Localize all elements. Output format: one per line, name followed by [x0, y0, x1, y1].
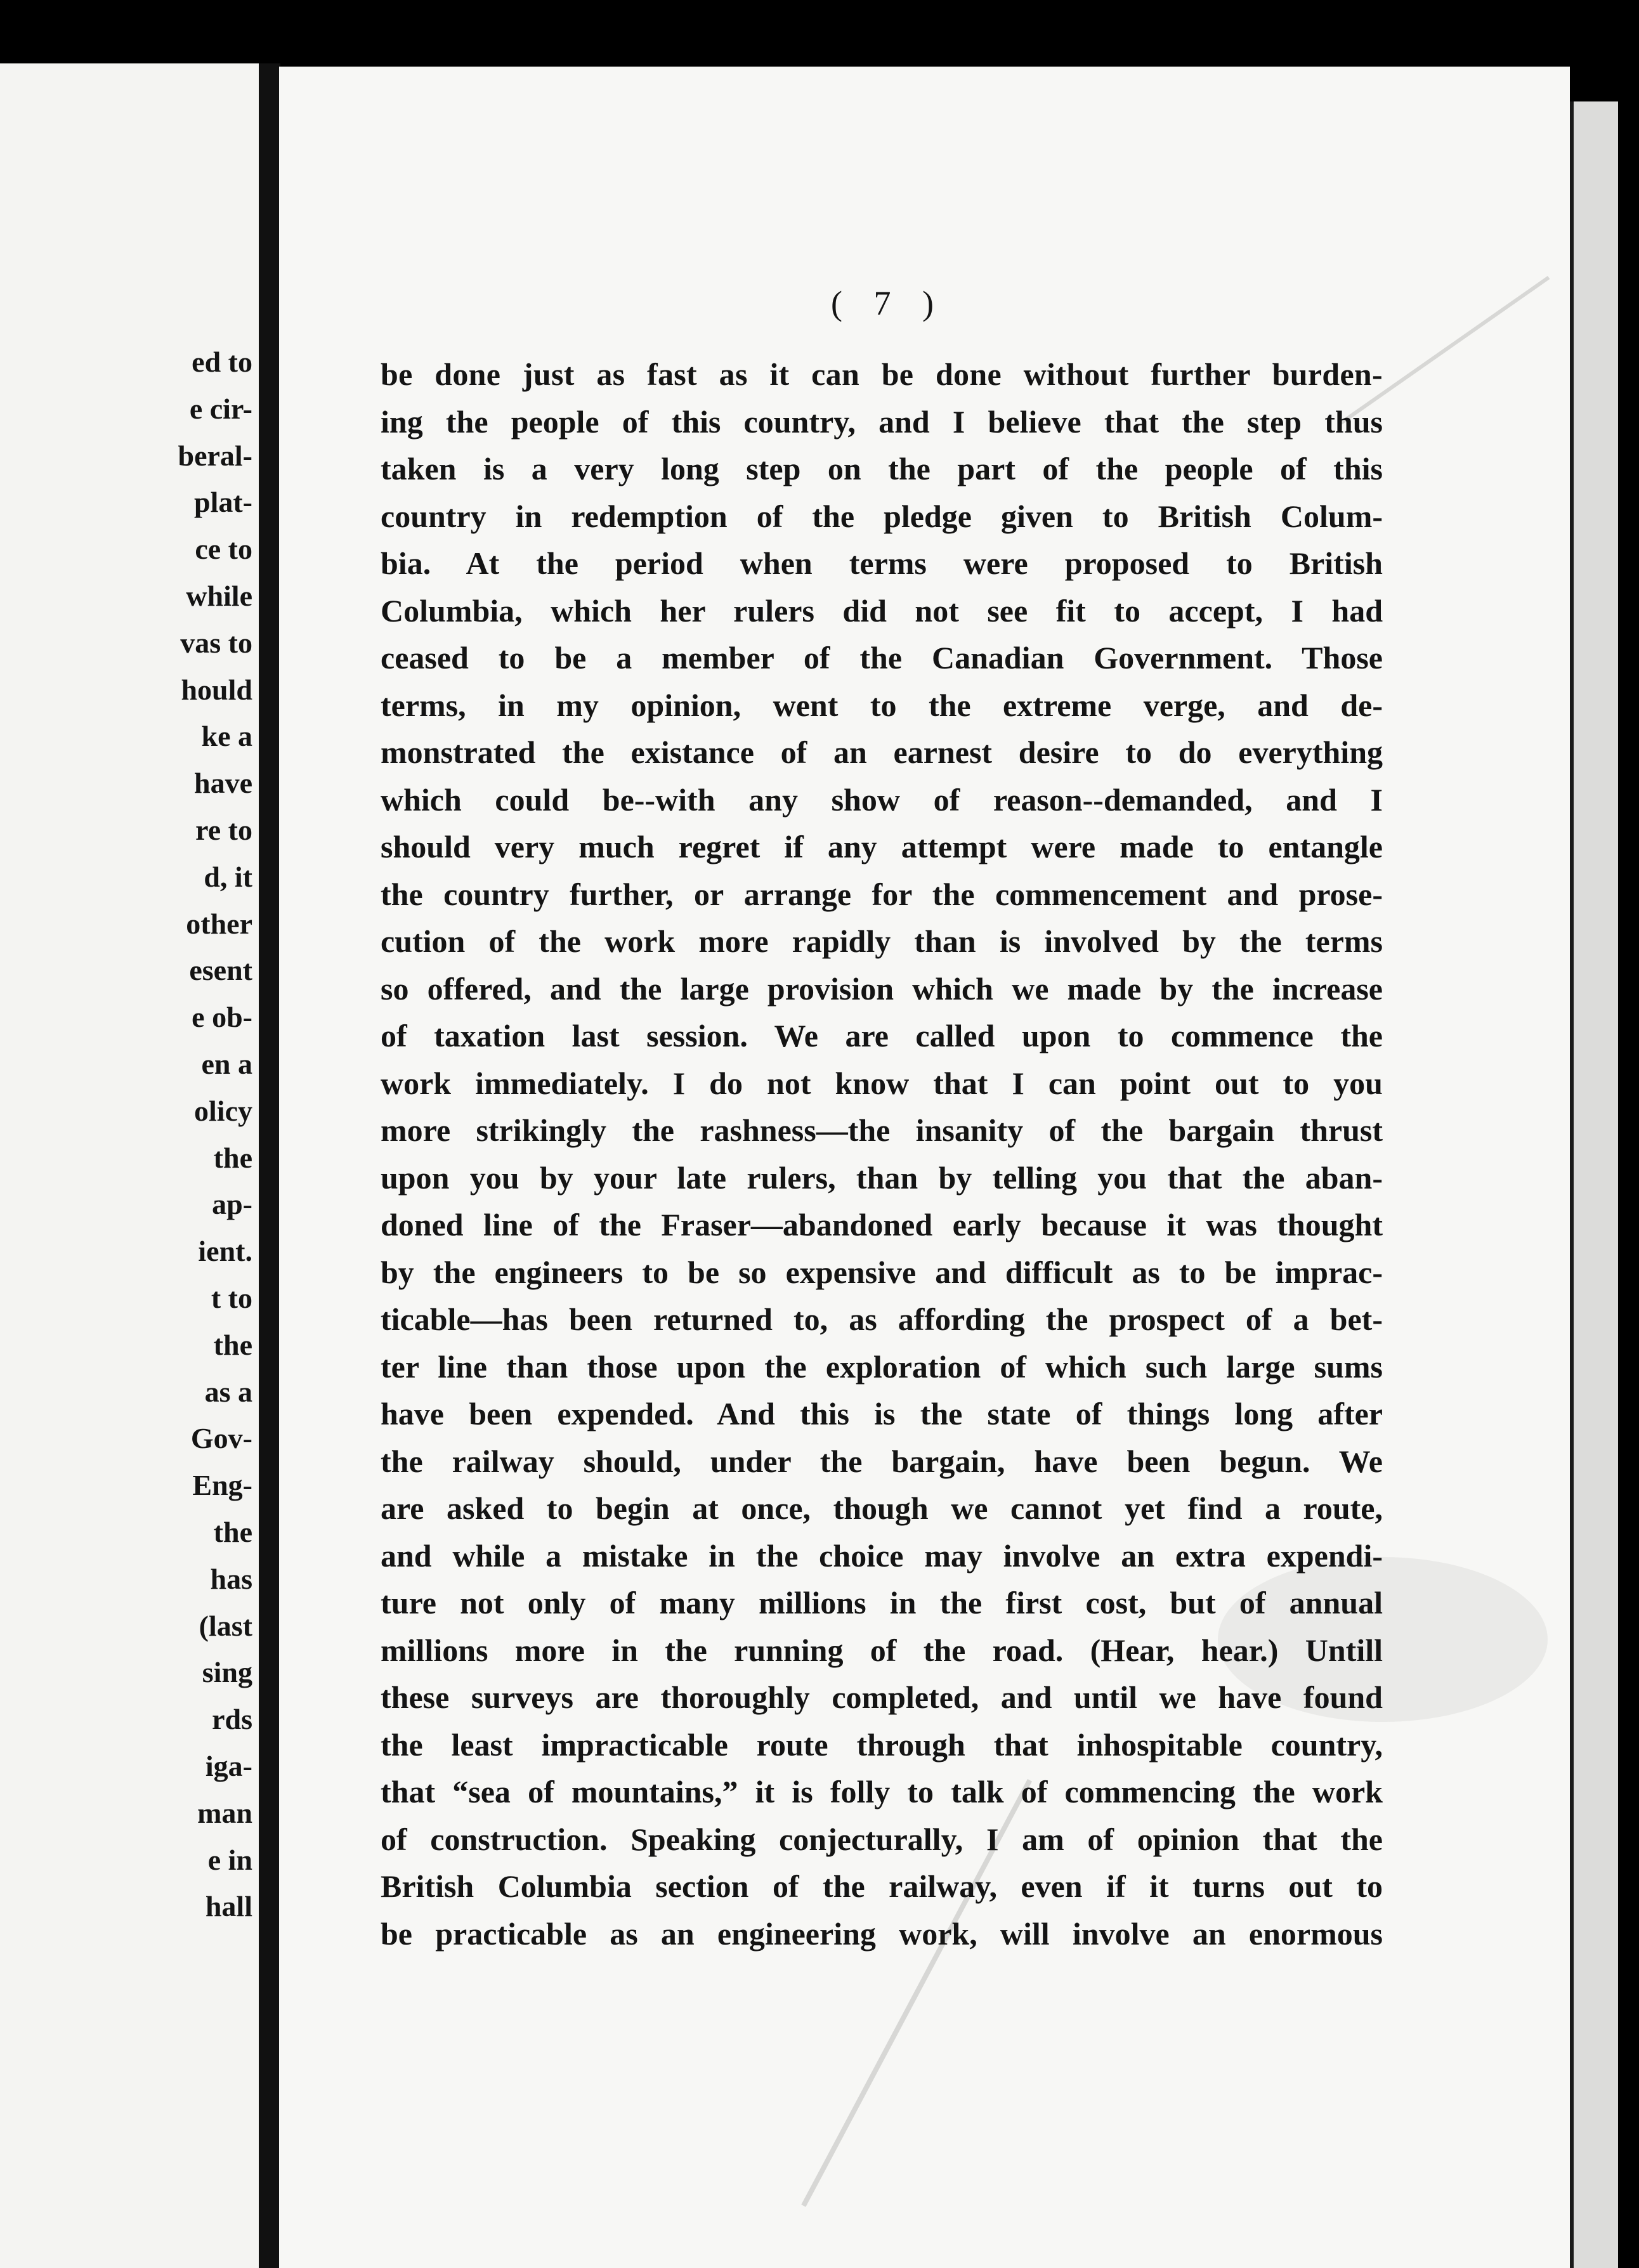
- left-page-text-fragment: rds: [212, 1703, 252, 1736]
- body-text-line: ticable—has been returned to, as affording the prospect of a bet-: [381, 1301, 1383, 1337]
- body-text-line: of construction. Speaking conjecturally, I am of opinion that the: [381, 1821, 1383, 1857]
- body-text-line: have been expended. And this is the state of things long after: [381, 1396, 1383, 1431]
- left-page-text-fragment: vas to: [180, 626, 252, 659]
- body-text-line: Columbia, which her rulers did not see fit to accept, I had: [381, 592, 1383, 629]
- left-page-text-fragment: the: [213, 1328, 252, 1361]
- left-page-text-fragment: other: [186, 907, 252, 940]
- left-page-text-fragment: ke a: [201, 720, 252, 753]
- body-text-line: bia. At the period when terms were proposed to British: [381, 545, 1383, 581]
- body-text-line: more strikingly the rashness—the insanity of the bargain thrust: [381, 1112, 1383, 1148]
- body-text-line: so offered, and the large provision which we made by the increase: [381, 970, 1383, 1007]
- left-page-text-fragment: d, it: [204, 860, 252, 893]
- page-number: ( 7 ): [831, 284, 945, 322]
- left-page-text-fragment: while: [186, 580, 252, 612]
- left-page-text-fragment: ient.: [198, 1235, 252, 1268]
- body-text-line: that “sea of mountains,” it is folly to talk of commencing the work: [381, 1774, 1383, 1809]
- body-text-line: terms, in my opinion, went to the extreme verge, and de-: [381, 687, 1383, 723]
- left-page-text-fragment: the: [213, 1141, 252, 1174]
- body-text-line: ing the people of this country, and I believe that the step thus: [381, 403, 1383, 440]
- left-page-text-fragment: as a: [204, 1375, 252, 1408]
- left-page-text-fragment: sing: [202, 1656, 252, 1689]
- body-text-line: should very much regret if any attempt were made to entangle: [381, 829, 1383, 864]
- body-text-line: of taxation last session. We are called upon to commence the: [381, 1018, 1383, 1053]
- left-page-text-fragment: ce to: [195, 533, 252, 566]
- left-page-text-fragment: en a: [201, 1048, 252, 1080]
- body-text-line: the least impracticable route through that inhospitable country,: [381, 1726, 1383, 1763]
- body-text-line: upon you by your late rulers, than by telling you that the aban-: [381, 1159, 1383, 1196]
- body-text-line: ture not only of many millions in the first cost, but of annual: [381, 1585, 1383, 1620]
- left-page-text-fragment: iga-: [205, 1750, 252, 1782]
- body-text-line: ceased to be a member of the Canadian Government. Those: [381, 640, 1383, 675]
- body-text-line: taken is a very long step on the part of the people of this: [381, 451, 1383, 486]
- body-text-line: cution of the work more rapidly than is involved by the terms: [381, 923, 1383, 959]
- body-text-line: the country further, or arrange for the commencement and prose-: [381, 876, 1383, 912]
- left-page-text-fragment: esent: [189, 954, 252, 987]
- page-edge: [1570, 101, 1618, 2268]
- left-page-text-fragment: man: [197, 1796, 252, 1829]
- left-page-text-fragment: beral-: [178, 439, 252, 472]
- body-text-line: British Columbia section of the railway, even if it turns out to: [381, 1868, 1383, 1904]
- body-text-line: monstrated the existance of an earnest desire to do everything: [381, 734, 1383, 770]
- left-facing-page: [0, 63, 261, 2268]
- body-text-line: be done just as fast as it can be done without further burden-: [381, 356, 1383, 392]
- left-page-text-fragment: re to: [195, 814, 252, 846]
- left-page-text-fragment: t to: [211, 1282, 252, 1314]
- left-page-text-fragment: olicy: [194, 1094, 252, 1127]
- left-page-text-fragment: ap-: [212, 1188, 252, 1221]
- left-page-text-fragment: e ob-: [192, 1001, 252, 1034]
- left-page-text-fragment: e in: [207, 1843, 252, 1876]
- body-text-line: by the engineers to be so expensive and difficult as to be imprac-: [381, 1254, 1383, 1290]
- body-text-line: these surveys are thoroughly completed, and until we have found: [381, 1679, 1383, 1715]
- left-page-text-fragment: Eng-: [192, 1469, 252, 1502]
- body-text-line: millions more in the running of the road. (Hear, hear.) Untill: [381, 1632, 1383, 1668]
- left-page-text-fragment: hould: [181, 673, 252, 706]
- body-text-line: country in redemption of the pledge given to British Colum-: [381, 498, 1383, 534]
- body-text: [381, 351, 1383, 1957]
- body-text-line: which could be--with any show of reason--demanded, and I: [381, 781, 1383, 818]
- body-text-line: doned line of the Fraser—abandoned early because it was thought: [381, 1207, 1383, 1242]
- body-text-line: and while a mistake in the choice may involve an extra expendi-: [381, 1537, 1383, 1574]
- book-gutter: [259, 63, 280, 2268]
- left-page-text-fragment: ed to: [192, 346, 252, 378]
- body-text-line: are asked to begin at once, though we cannot yet find a route,: [381, 1490, 1383, 1526]
- left-page-text-fragment: have: [194, 767, 252, 800]
- left-page-text-fragment: hall: [205, 1890, 252, 1923]
- left-page-text-fragment: (last: [199, 1609, 252, 1642]
- body-text-line: ter line than those upon the exploration of which such large sums: [381, 1348, 1383, 1385]
- left-page-text-fragment: Gov-: [190, 1422, 252, 1455]
- body-text-line: the railway should, under the bargain, have been begun. We: [381, 1443, 1383, 1479]
- body-text-line: work immediately. I do not know that I can point out to you: [381, 1065, 1383, 1101]
- left-page-text-fragment: the: [213, 1516, 252, 1548]
- body-text-line: be practicable as an engineering work, will involve an enormous: [381, 1915, 1383, 1952]
- left-page-text-fragment: e cir-: [189, 392, 252, 425]
- left-page-text-fragment: plat-: [194, 486, 252, 519]
- left-page-text-fragment: has: [210, 1562, 252, 1595]
